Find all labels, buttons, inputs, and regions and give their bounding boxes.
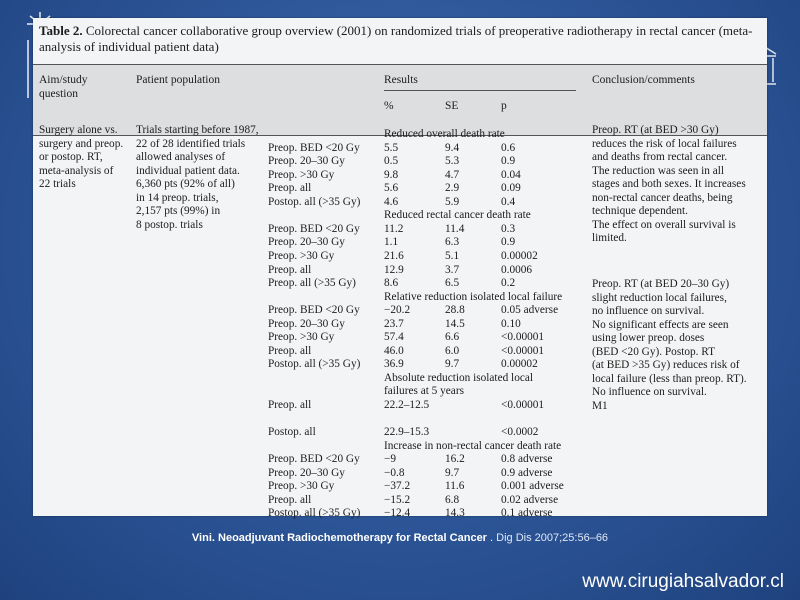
table-title-text: Colorectal cancer collaborative group overview (2001) on randomized trials of preoperative radiotherapy in rectal cancer (meta-analysis of individual patient data) [39,23,753,54]
result-percent: 36.9 [384,358,404,371]
result-p-value: 0.02 adverse [501,493,559,506]
result-group-label: Preop. all [268,344,312,357]
conclusion-cell-1: Preop. RT (at BED >30 Gy) reduces the risk of local failures and deaths from rectal cancer. The reduction was seen in all stages and both sexes. It increases non-rectal cancer deaths, being technique dependent. The effect on overall survival is limited. [592,124,746,244]
result-se: 5.1 [445,249,460,262]
header-results: Results [384,74,418,86]
result-percent: 1.1 [384,236,399,249]
result-se: 28.8 [445,304,465,317]
website-url: www.cirugiahsalvador.cl [582,571,784,592]
result-group-label: Preop. >30 Gy [268,249,335,262]
result-section-label: Relative reduction isolated local failure [384,290,563,303]
result-percent: 0.5 [384,155,399,168]
result-p-value: 0.1 adverse [501,507,553,520]
result-se: 6.0 [445,344,460,357]
result-group-label: Preop. all [268,263,312,276]
result-group-label: Preop. 20–30 Gy [268,466,345,479]
result-group-label: Preop. >30 Gy [268,168,335,181]
result-p-value: 0.00002 [501,358,538,371]
result-se: 14.5 [445,317,465,330]
aim-cell: Surgery alone vs. surgery and preop. or postop. RT, meta-analysis of 22 trials [39,124,124,190]
result-group-label: Preop. BED <20 Gy [268,141,360,154]
result-p-value: <0.00001 [501,344,545,357]
result-p-value: 0.04 [501,168,521,181]
table-title [39,23,761,55]
result-percent: −0.8 [384,466,405,479]
result-p-value: 0.9 [501,155,516,168]
header-se: SE [445,100,459,112]
result-se: 11.4 [445,222,465,235]
result-group-label: Preop. 20–30 Gy [268,317,345,330]
result-se: 6.5 [445,277,460,290]
header-percent: % [384,100,394,112]
result-percent: 4.6 [384,195,399,208]
result-group-label: Postop. all (>35 Gy) [268,507,361,520]
result-p-value: 0.4 [501,195,516,208]
result-group-label: Preop. 20–30 Gy [268,236,345,249]
result-group-label: Preop. BED <20 Gy [268,453,360,466]
result-percent: 22.2–12.5 [384,399,430,411]
result-se: 3.7 [445,263,460,276]
header-top-rule [33,64,767,65]
caption-separator: . [486,532,497,544]
result-p-value: 0.9 [501,236,516,249]
result-group-label: Preop. all (>35 Gy) [268,277,356,290]
result-percent: 12.9 [384,263,404,276]
result-group-label: Postop. all [268,426,316,439]
result-p-value: 0.9 adverse [501,466,553,479]
result-group-label: Preop. BED <20 Gy [268,222,360,235]
result-group-label: Preop. all [268,493,312,506]
result-group-label: Postop. all (>35 Gy) [268,358,361,371]
table-panel [33,18,767,520]
result-p-value: 0.09 [501,182,521,195]
result-percent: 11.2 [384,222,404,235]
caption-title: Vini. Neoadjuvant Radiochemotherapy for Rectal Cancer [191,532,487,544]
result-percent: −20.2 [384,304,411,317]
results-subheader-rule [384,90,576,91]
result-group-label: Preop. 20–30 Gy [268,155,345,168]
result-se: 9.7 [445,358,460,371]
caption-citation: Dig Dis 2007;25:56–66 [496,532,609,544]
result-percent: −9 [384,453,397,466]
result-p-value: 0.001 adverse [501,480,564,493]
result-se: 6.6 [445,331,460,344]
result-section-label: Increase in non-rectal cancer death rate [384,439,562,452]
result-p-value: 0.00002 [501,249,538,262]
result-p-value: 0.2 [501,277,516,290]
result-se: 2.9 [445,182,460,195]
header-conclusion: Conclusion/comments [592,74,695,86]
result-p-value: 0.6 [501,141,516,154]
result-percent: −15.2 [384,493,411,506]
result-percent: 22.9–15.3 [384,426,430,439]
result-group-label: Preop. BED <20 Gy [268,304,360,317]
result-p-value: <0.00001 [501,399,545,411]
result-p-value: 0.05 adverse [501,304,559,317]
conclusion-cell-2: Preop. RT (at BED 20–30 Gy) slight reduction local failures, no influence on survival. No significant effects are seen using lower preop. doses (BED <20 Gy). Postop. RT (at BED >35 Gy) reduces risk of local failure (less than preop. RT). No influence on survival. M1 [592,278,747,412]
result-section-label: Reduced rectal cancer death rate [384,209,531,222]
result-percent: −37.2 [384,480,411,493]
result-percent: 57.4 [384,331,404,344]
result-se: 5.3 [445,155,460,168]
result-section-label: failures at 5 years [384,385,464,398]
result-group-label: Preop. all [268,182,312,195]
table-number: Table 2. [39,23,83,38]
result-percent: 5.6 [384,182,399,195]
result-group-label: Preop. all [268,399,312,411]
population-cell: Trials starting before 1987, 22 of 28 identified trials allowed analyses of individual patient data. 6,360 pts (92% of all) in 14 preop. trials, 2,157 pts (99%) in 8 postop. trials [136,124,259,231]
result-percent: −12.4 [384,507,411,520]
result-se: 14.3 [445,507,465,520]
result-percent: 9.8 [384,168,399,181]
result-se: 5.9 [445,195,460,208]
header-p: p [501,100,507,112]
result-se: 6.8 [445,493,460,506]
result-percent: 46.0 [384,344,404,357]
header-population: Patient population [136,74,221,86]
result-se: 11.6 [445,480,465,493]
result-percent: 5.5 [384,141,399,154]
result-percent: 8.6 [384,277,399,290]
result-section-label: Absolute reduction isolated local [384,371,534,384]
result-se: 9.4 [445,141,460,154]
result-group-label: Postop. all (>35 Gy) [268,195,361,208]
result-se: 16.2 [445,453,465,466]
result-se: 9.7 [445,466,460,479]
result-p-value: <0.00001 [501,331,545,344]
result-p-value: 0.10 [501,317,521,330]
result-percent: 21.6 [384,249,404,262]
result-se: 6.3 [445,236,460,249]
result-se: 4.7 [445,168,460,181]
source-caption [0,532,800,544]
result-p-value: <0.0002 [501,426,539,439]
result-p-value: 0.3 [501,222,516,235]
result-group-label: Preop. >30 Gy [268,480,335,493]
header-aim: Aim/study question [39,74,88,100]
result-section-label: Reduced overall death rate [384,128,505,140]
result-p-value: 0.0006 [501,263,533,276]
result-p-value: 0.8 adverse [501,453,553,466]
result-percent: 23.7 [384,317,404,330]
result-group-label: Preop. >30 Gy [268,331,335,344]
